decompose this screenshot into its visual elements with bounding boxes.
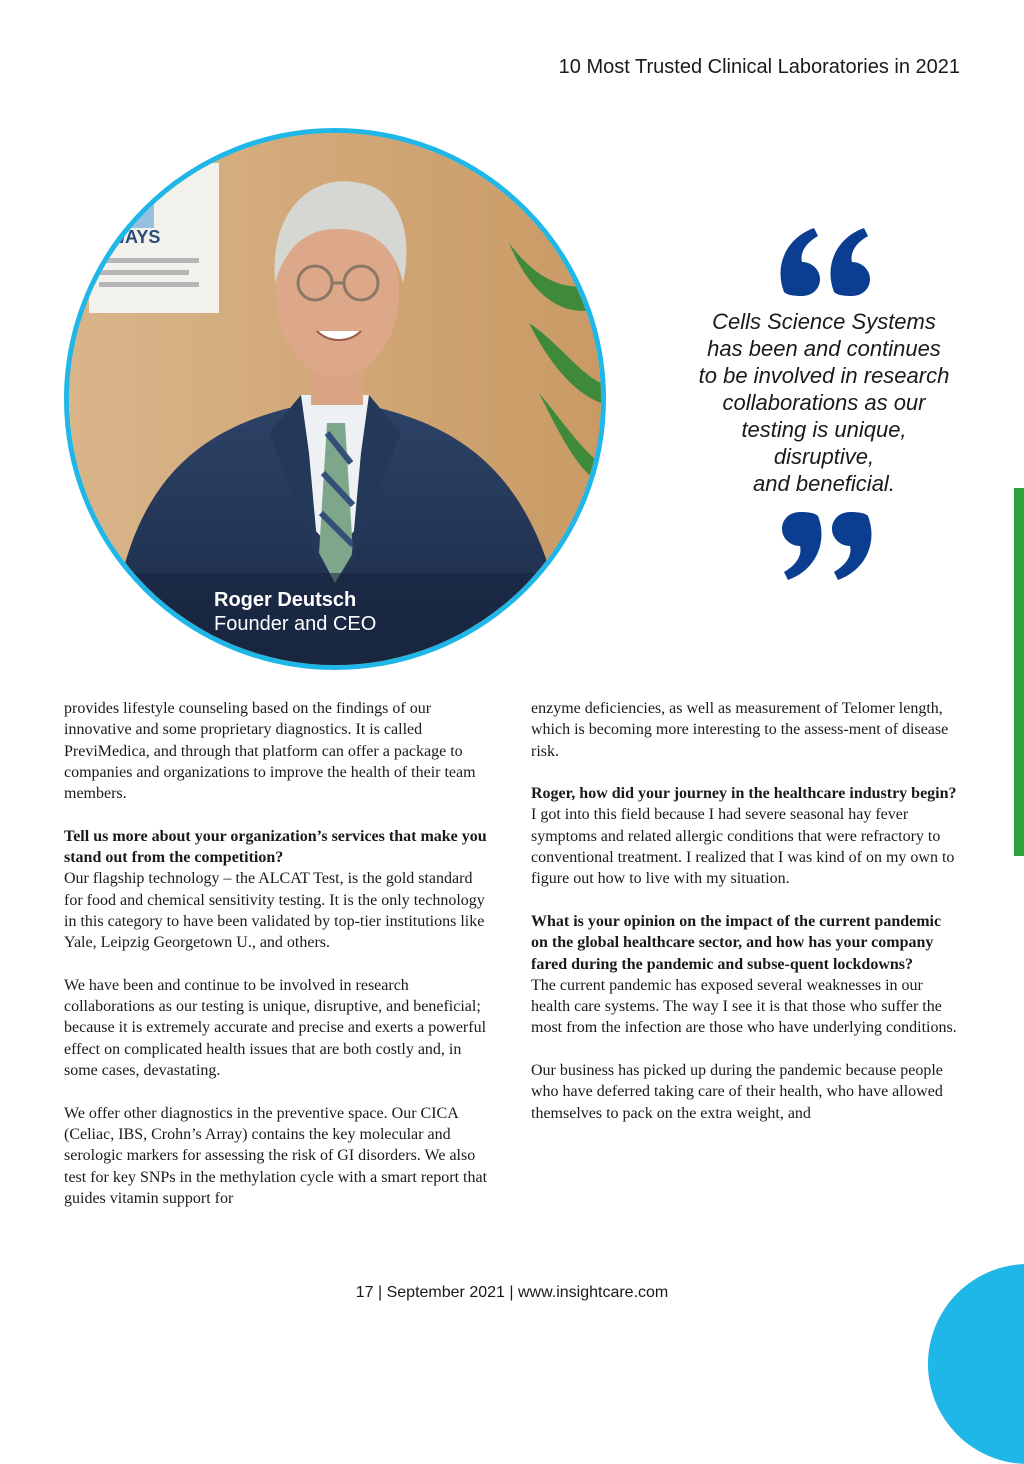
portrait-illustration xyxy=(69,133,601,665)
pull-quote-line: testing is unique, xyxy=(741,417,907,442)
interview-question: Tell us more about your organization’s services that make you stand out from the competition? xyxy=(64,827,487,867)
interview-question: Roger, how did your journey in the healthcare industry begin? xyxy=(531,785,957,803)
open-quote-icon xyxy=(776,226,876,296)
article-column-left xyxy=(64,698,494,1230)
pull-quote-line: Cells Science Systems xyxy=(712,309,936,334)
person-name: Roger Deutsch xyxy=(214,589,357,611)
article-column-right xyxy=(531,698,959,1145)
paragraph: We offer other diagnostics in the preventive space. Our CICA (Celiac, IBS, Crohn’s Array) contains the key molecular and serologic markers for assessing the risk of GI disorders. We also test for key SNPs in the methylation cycle with a smart report that guides vitamin support for xyxy=(64,1104,488,1207)
page-header-title: 10 Most Trusted Clinical Laboratories in 2021 xyxy=(558,56,960,78)
pull-quote-line: has been and continues xyxy=(707,336,941,361)
pull-quote xyxy=(676,308,972,497)
close-quote-icon xyxy=(776,512,876,582)
paragraph: Our flagship technology – the ALCAT Test, is the gold standard for food and chemical sensitivity testing. It is the only technology in this category to have been validated by top-tier institutions like Yale, Leipzig Georgetown U., and others. xyxy=(64,870,485,952)
paragraph: Our business has picked up during the pandemic because people who have deferred taking care of their health, who have allowed themselves to pack on the extra weight, and xyxy=(531,1062,943,1122)
pull-quote-line: to be involved in research xyxy=(698,363,950,388)
paragraph: I got into this field because I had severe seasonal hay fever symptoms and related allergic conditions that were refractory to conventional treatment. I realized that I was kind of on my own to figure out how to live with my situation. xyxy=(531,806,955,888)
pull-quote-line: disruptive, xyxy=(773,444,875,469)
paragraph: We have been and continue to be involved in research collaborations as our testing is unique, disruptive, and beneficial; because it is extremely accurate and precise and exerts a powerful effect on complicated health issues that are both costly and, in some cases, devastating. xyxy=(64,976,487,1080)
poster-text: WAYS xyxy=(109,227,161,247)
interview-question: What is your opinion on the impact of the current pandemic on the global healthcare sector, and how has your company fared during the pandemic and subse-quent lockdowns? xyxy=(531,912,942,973)
pull-quote-line: collaborations as our xyxy=(722,390,926,415)
paragraph: The current pandemic has exposed several weaknesses in our health care systems. The way I see it is that those who suffer the most from the infection are those who have underlying conditions. xyxy=(531,976,957,1037)
paragraph: enzyme deficiencies, as well as measurement of Telomer length, which is becoming more interesting to the assess-ment of disease risk. xyxy=(531,700,949,760)
page-footer: 17 | September 2021 | www.insightcare.com xyxy=(355,1284,669,1301)
person-role: Founder and CEO xyxy=(214,613,377,635)
portrait-caption xyxy=(214,588,376,636)
green-side-bar xyxy=(1014,488,1024,856)
paragraph: provides lifestyle counseling based on the findings of our innovative and some proprietary diagnostics. It is called PreviMedica, and through that platform can offer a package to companies and organizations to improve the health of their team members. xyxy=(64,700,476,803)
pull-quote-line: and beneficial. xyxy=(753,471,895,496)
